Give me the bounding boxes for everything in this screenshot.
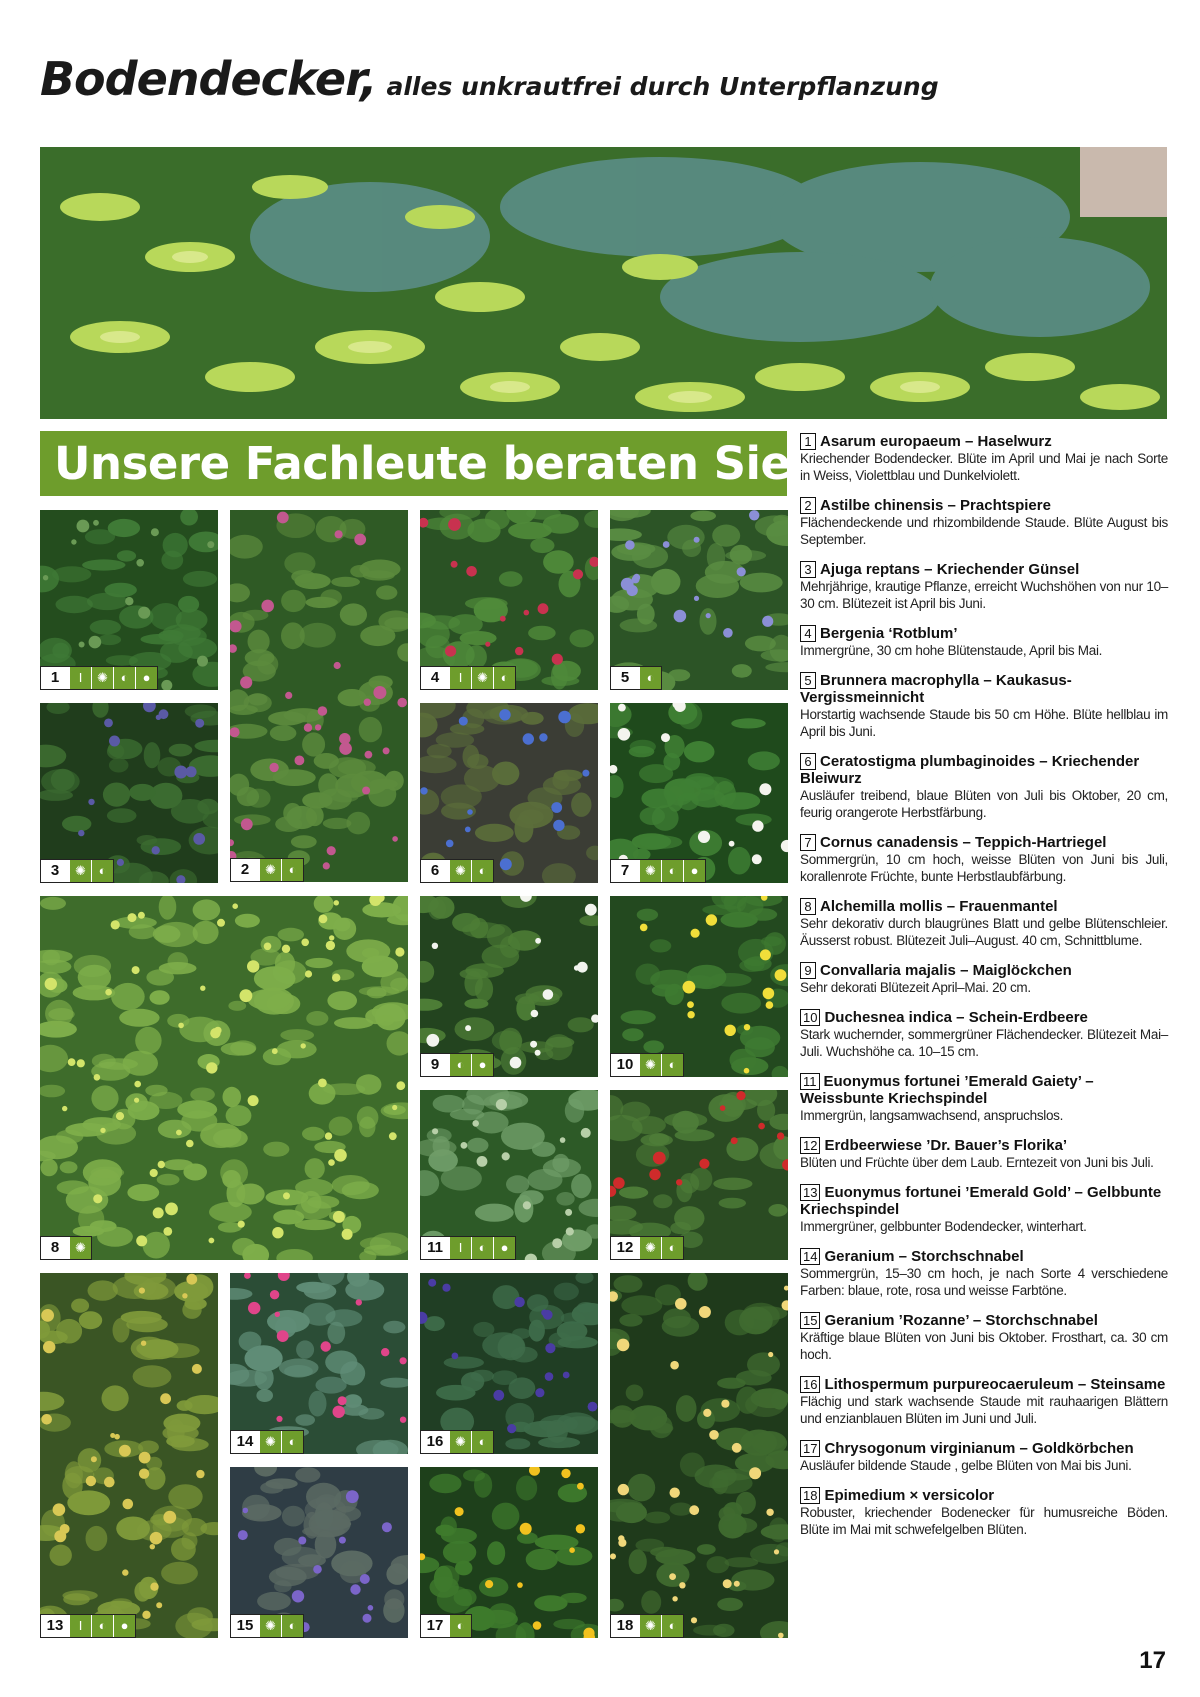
plant-name [800,1184,1168,1218]
plant-name [800,1248,1168,1265]
entry-number: 7 [800,834,816,851]
photo-number: 16 [421,1431,449,1453]
plant-entry [800,1073,1168,1124]
title-main: Bodendecker, [40,52,377,106]
entry-number: 9 [800,962,816,979]
photo-number: 17 [421,1615,449,1637]
plant-description: Immergrün, langsamwachsend, anspruchslos. [800,1108,1064,1123]
plant-name [800,625,1168,642]
sun-icon: ✺ [69,860,91,882]
entry-name: Duchesnea indica – Schein-Erdbeere [824,1009,1088,1026]
entry-name: Astilbe chinensis – Prachtspiere [820,497,1051,514]
sun-icon: ✺ [259,859,281,881]
plant-description: Horstartig wachsende Staude bis 50 cm Höhe. Blüte hellblau im April bis Juni. [800,707,1168,739]
plant-entry [800,1248,1168,1299]
photo-badge [610,1614,684,1638]
entry-number: 4 [800,625,816,642]
entry-name: Cornus canadensis – Teppich-Hartriegel [820,834,1107,851]
photo-number: 8 [41,1237,69,1259]
plant-description: Sehr dekorativ durch blaugrünes Blatt und gelbe Blütenschleier. Äusserst robust. Blütezeit Juli–August. 40 cm, Schnittblume. [800,916,1168,948]
entry-number: 8 [800,898,816,915]
partial-shade-icon: ◐ [471,860,493,882]
partial-shade-icon: ◐ [661,1615,683,1637]
partial-shade-icon: ◐ [661,860,683,882]
entry-number: 16 [800,1376,820,1393]
plant-entry [800,433,1168,484]
partial-shade-icon: ◐ [91,860,113,882]
entry-name: Bergenia ‘Rotblum’ [820,625,958,642]
photo-badge [230,1430,304,1454]
plant-name [800,1073,1168,1107]
photo-number: 13 [41,1615,69,1637]
evergreen-icon: I [449,667,471,689]
evergreen-icon: I [449,1237,471,1259]
sun-icon: ✺ [449,860,471,882]
entry-number: 1 [800,433,816,450]
shade-icon: ● [135,667,157,689]
sun-icon: ✺ [91,667,113,689]
entry-name: Epimedium × versicolor [824,1487,995,1504]
photo-number: 5 [611,667,639,689]
page-number: 17 [1139,1647,1166,1674]
photo-badge [420,666,516,690]
plant-description: Immergrüner, gelbbunter Bodendecker, winterhart. [800,1219,1087,1234]
plant-photo-4 [420,510,598,690]
plant-description: Stark wuchernder, sommergrüner Flächendecker. Blütezeit Mai–Juli. Wuchshöhe ca. 10–15 cm. [800,1027,1168,1059]
photo-badge [610,1236,684,1260]
plant-photo-3 [40,703,218,883]
photo-number: 15 [231,1615,259,1637]
photo-number: 6 [421,860,449,882]
plant-entry [800,1487,1168,1538]
sun-icon: ✺ [449,1431,471,1453]
sun-icon: ✺ [69,1237,91,1259]
partial-shade-icon: ◐ [281,1615,303,1637]
plant-photo-10 [610,896,788,1077]
plant-name [800,497,1168,514]
entry-number: 17 [800,1440,820,1457]
partial-shade-icon: ◐ [639,667,661,689]
partial-shade-icon: ◐ [661,1237,683,1259]
plant-photo-2 [230,510,408,882]
entry-number: 11 [800,1073,820,1090]
plant-description: Blüten und Früchte über dem Laub. Erntezeit von Juni bis Juli. [800,1155,1154,1170]
plant-entry [800,753,1168,821]
plant-photo-18 [610,1273,788,1638]
plant-entry [800,834,1168,885]
partial-shade-icon: ◐ [493,667,515,689]
plant-entry [800,1312,1168,1363]
entry-name: Asarum europaeum – Haselwurz [820,433,1052,450]
plant-description: Flächendeckende und rhizombildende Staude. Blüte August bis September. [800,515,1168,547]
photo-number: 18 [611,1615,639,1637]
plant-photo-9 [420,896,598,1077]
photo-number: 12 [611,1237,639,1259]
plant-description: Ausläufer bildende Staude , gelbe Blüten von Mai bis Juni. [800,1458,1132,1473]
plant-description: Kriechender Bodendecker. Blüte im April und Mai je nach Sorte in Weiss, Violettblau und Dunkelviolett. [800,451,1168,483]
plant-name [800,672,1168,706]
plant-name [800,1009,1168,1026]
plant-name [800,1137,1168,1154]
photo-number: 11 [421,1237,449,1259]
entry-number: 12 [800,1137,820,1154]
partial-shade-icon: ◐ [281,1431,303,1453]
photo-badge [420,1236,516,1260]
photo-number: 1 [41,667,69,689]
plant-photo-7 [610,703,788,883]
plant-entry [800,497,1168,548]
sun-icon: ✺ [471,667,493,689]
shade-icon: ● [471,1054,493,1076]
sun-icon: ✺ [259,1431,281,1453]
plant-description: Ausläufer treibend, blaue Blüten von Juli bis Oktober, 20 cm, feurig orangerote Herbstfärbung. [800,788,1168,820]
partial-shade-icon: ◐ [449,1054,471,1076]
plant-entry [800,1009,1168,1060]
photo-badge [420,1430,494,1454]
plant-photo-8 [40,896,408,1260]
plant-entry [800,1184,1168,1235]
plant-name [800,753,1168,787]
plant-photo-11 [420,1090,598,1260]
plant-entry [800,625,1168,659]
shade-icon: ● [113,1615,135,1637]
plant-list [800,433,1168,1551]
evergreen-icon: I [69,1615,91,1637]
sun-icon: ✺ [639,860,661,882]
plant-name [800,433,1168,450]
plant-photo-5 [610,510,788,690]
entry-name: Convallaria majalis – Maiglöckchen [820,962,1072,979]
entry-name: Chrysogonum virginianum – Goldkörbchen [824,1440,1134,1457]
page-title [40,52,939,106]
photo-badge [40,666,158,690]
entry-number: 5 [800,672,816,689]
shade-icon: ● [493,1237,515,1259]
plant-description: Sehr dekorati Blütezeit April–Mai. 20 cm. [800,980,1031,995]
plant-photo-6 [420,703,598,883]
entry-name: Ajuga reptans – Kriechender Günsel [820,561,1080,578]
entry-number: 18 [800,1487,820,1504]
plant-description: Mehrjährige, krautige Pflanze, erreicht Wuchshöhen von nur 10–30 cm. Blütezeit ist April bis Juni. [800,579,1168,611]
plant-photo-15 [230,1467,408,1638]
partial-shade-icon: ◐ [113,667,135,689]
photo-number: 9 [421,1054,449,1076]
plant-entry [800,1376,1168,1427]
plant-photo-14 [230,1273,408,1454]
plant-entry [800,672,1168,740]
plant-entry [800,898,1168,949]
plant-name [800,1487,1168,1504]
entry-name: Erdbeerwiese ’Dr. Bauer’s Florika’ [824,1137,1068,1154]
photo-badge [40,1614,136,1638]
plant-entry [800,1440,1168,1474]
photo-badge [420,859,494,883]
sun-icon: ✺ [639,1054,661,1076]
plant-entry [800,561,1168,612]
partial-shade-icon: ◐ [471,1431,493,1453]
sun-icon: ✺ [639,1615,661,1637]
photo-number: 2 [231,859,259,881]
entry-number: 2 [800,497,816,514]
partial-shade-icon: ◐ [471,1237,493,1259]
photo-badge [230,858,304,882]
entry-number: 13 [800,1184,820,1201]
plant-description: Flächig und stark wachsende Staude mit rauhaarigen Blättern und enzianblauen Blüten im Juni und Juli. [800,1394,1168,1426]
entry-number: 6 [800,753,816,770]
plant-description: Kräftige blaue Blüten von Juni bis Oktober. Frosthart, ca. 30 cm hoch. [800,1330,1168,1362]
photo-number: 7 [611,860,639,882]
entry-number: 10 [800,1009,820,1026]
photo-number: 14 [231,1431,259,1453]
plant-photo-17 [420,1467,598,1638]
entry-number: 3 [800,561,816,578]
entry-name: Euonymus fortunei ’Emerald Gaiety’ – Weissbunte Kriechspindel [800,1073,1094,1107]
entry-name: Ceratostigma plumbaginoides – Kriechender Bleiwurz [800,753,1140,787]
plant-entry [800,962,1168,996]
hero-photo [40,147,1167,419]
advice-banner [40,431,791,496]
photo-badge [420,1053,494,1077]
photo-number: 4 [421,667,449,689]
sun-icon: ✺ [259,1615,281,1637]
plant-name [800,561,1168,578]
plant-photo-16 [420,1273,598,1454]
photo-number: 3 [41,860,69,882]
entry-name: Geranium ’Rozanne’ – Storchschnabel [824,1312,1098,1329]
photo-badge [420,1614,472,1638]
photo-badge [610,1053,684,1077]
plant-photo-13 [40,1273,218,1638]
plant-name [800,1376,1168,1393]
plant-description: Robuster, kriechender Bodenecker für humusreiche Böden. Blüte im Mai mit schwefelgelben Blüten. [800,1505,1168,1537]
partial-shade-icon: ◐ [281,859,303,881]
partial-shade-icon: ◐ [661,1054,683,1076]
plant-name [800,1440,1168,1457]
photo-badge [610,859,706,883]
plant-entry [800,1137,1168,1171]
entry-number: 14 [800,1248,820,1265]
entry-name: Alchemilla mollis – Frauenmantel [820,898,1058,915]
plant-name [800,962,1168,979]
partial-shade-icon: ◐ [91,1615,113,1637]
sun-icon: ✺ [639,1237,661,1259]
plant-name [800,834,1168,851]
entry-number: 15 [800,1312,820,1329]
plant-description: Sommergrün, 10 cm hoch, weisse Blüten von Juni bis Juli, korallenrote Früchte, bunte Herbstlaubfärbung. [800,852,1168,884]
photo-badge [40,1236,92,1260]
plant-description: Immergrüne, 30 cm hohe Blütenstaude, April bis Mai. [800,643,1103,658]
entry-name: Brunnera macrophylla – Kaukasus-Vergissmeinnicht [800,672,1072,706]
shade-icon: ● [683,860,705,882]
evergreen-icon: I [69,667,91,689]
plant-name [800,1312,1168,1329]
entry-name: Lithospermum purpureocaeruleum – Steinsame [824,1376,1166,1393]
plant-photo-1 [40,510,218,690]
title-subtitle: alles unkrautfrei durch Unterpflanzung [386,72,939,101]
plant-description: Sommergrün, 15–30 cm hoch, je nach Sorte 4 verschiedene Farben: blaue, rote, rosa und weisse Farbtöne. [800,1266,1168,1298]
photo-badge [230,1614,304,1638]
banner-text: Unsere Fachleute beraten Sie [54,437,791,490]
plant-photo-12 [610,1090,788,1260]
entry-name: Geranium – Storchschnabel [824,1248,1024,1265]
photo-badge [610,666,662,690]
entry-name: Euonymus fortunei ’Emerald Gold’ – Gelbbunte Kriechspindel [800,1184,1162,1218]
photo-badge [40,859,114,883]
photo-number: 10 [611,1054,639,1076]
partial-shade-icon: ◐ [449,1615,471,1637]
plant-name [800,898,1168,915]
